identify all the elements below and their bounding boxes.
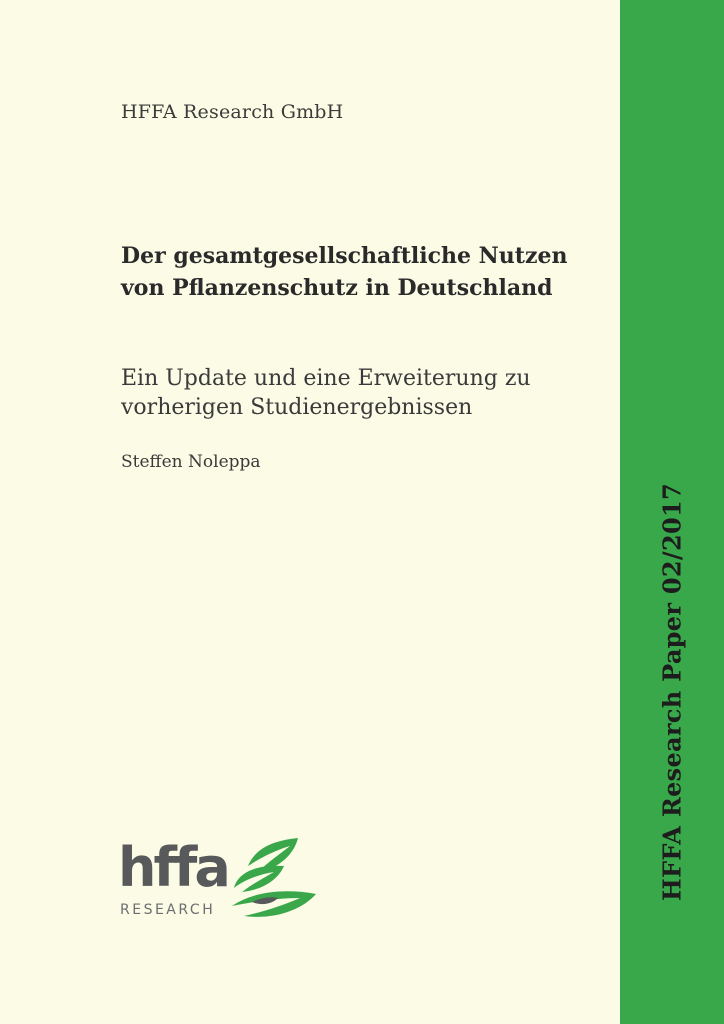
hffa-research-logo <box>118 838 318 928</box>
series-label: HFFA Research Paper 02/2017 <box>657 483 687 901</box>
logo-subtext: RESEARCH <box>120 902 216 918</box>
logo-wordmark: hffa <box>118 836 228 899</box>
sidebar-band <box>620 0 724 1024</box>
author-name: Steffen Noleppa <box>121 452 261 472</box>
document-title: Der gesamtgesellschaftliche Nutzen von Pflanzenschutz in Deutschland <box>121 243 568 301</box>
publisher-name: HFFA Research GmbH <box>121 101 344 123</box>
document-subtitle: Ein Update und eine Erweiterung zu vorherigen Studienergebnissen <box>121 366 531 420</box>
leaf-logo-icon <box>228 836 320 922</box>
